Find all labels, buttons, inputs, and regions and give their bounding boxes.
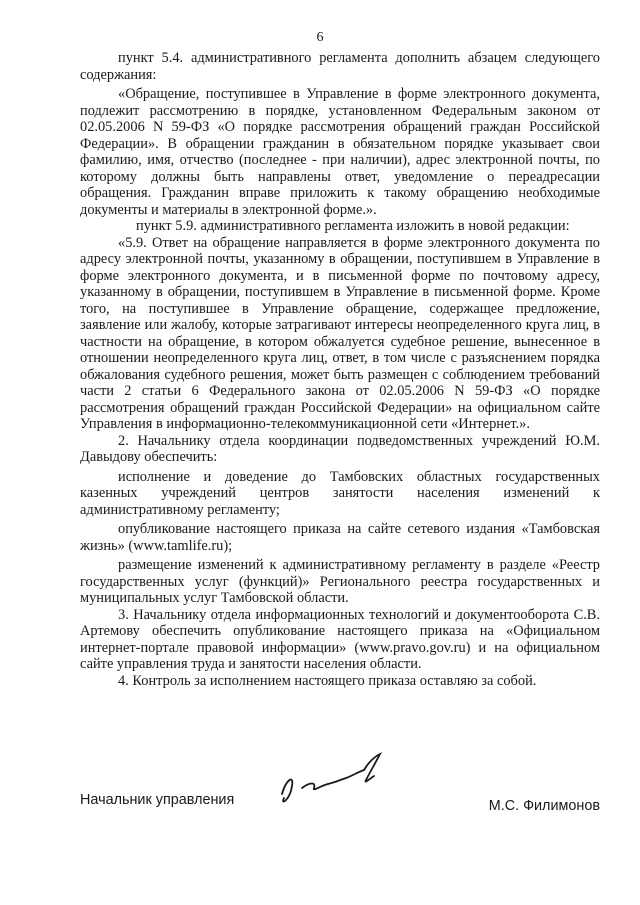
paragraph-clause-5-9-text: «5.9. Ответ на обращение направляется в форме электронного документа по адресу электронной почты, указанному в обращении, поступившем в Управление в форме электронного документа, и в письменной форме по почтовому адресу, указанному в обращении, поступившем в Управление в письменной форме. Кроме того, на поступившее в Управление обращение, содержащее предложение, заявление или жалобу, которые затрагивают интересы неопределенного круга лиц, в частности на обращение, в котором обжалуется судебное решение, вынесенное в отношении неопределенного круга лиц, ответ, в том числе с разъяснением порядка обжалования судебного решения, может быть размещен с соблюдением требований части 2 статьи 6 Федерального закона от 02.05.2006 N 59-ФЗ «О порядке рассмотрения обращений граждан Российской Федерации» на официальном сайте Управления в информационно-телекоммуникационной сети «Интернет.». (80, 234, 600, 432)
page-number: 6 (316, 30, 324, 45)
paragraph-item-2-publication: опубликование настоящего приказа на сайте сетевого издания «Тамбовская жизнь» (www.tamlife.ru); (80, 521, 600, 554)
signature-block (80, 770, 600, 830)
paragraph-item-2-implementation: исполнение и доведение до Тамбовских областных государственных казенных учреждений центров занятости населения изменений к административному регламенту; (80, 468, 600, 518)
paragraph-clause-5-9-intro: пункт 5.9. административного регламента изложить в новой редакции: (136, 218, 570, 234)
signer-name: М.С. Филимонов (488, 798, 600, 814)
paragraph-item-2: 2. Начальнику отдела координации подведомственных учреждений Ю.М. Давыдову обеспечить: (80, 432, 600, 465)
paragraph-clause-5-4-text: «Обращение, поступившее в Управление в форме электронного документа, подлежит рассмотрению в порядке, установленном Федеральным законом от 02.05.2006 N 59-ФЗ «О порядке рассмотрения обращений граждан Российской Федерации». В обращении гражданин в обязательном порядке указывает свои фамилию, имя, отчество (последнее - при наличии), адрес электронной почты, по которому должны быть направлены ответ, уведомление о переадресации обращения. Гражданин вправе приложить к такому обращению необходимые документы и материалы в электронной форме.». (80, 86, 600, 218)
paragraph-item-4: 4. Контроль за исполнением настоящего приказа оставляю за собой. (118, 672, 537, 689)
signer-title: Начальник управления (80, 792, 235, 808)
paragraph-clause-5-4-intro: пункт 5.4. административного регламента дополнить абзацем следующего содержания: (80, 50, 600, 83)
paragraph-item-3: 3. Начальнику отдела информационных технологий и документооборота С.В. Артемову обеспечить опубликование настоящего приказа на «Официальном интернет-портале правовой информации» (www.pravo.gov.ru) и на официальном сайте управления труда и занятости населения области. (80, 606, 600, 672)
handwritten-signature (270, 750, 400, 820)
paragraph-item-2-registry: размещение изменений к административному регламенту в разделе «Реестр государственных услуг (функций)» Регионального реестра государственных и муниципальных услуг Тамбовской области. (80, 557, 600, 606)
document-body (80, 50, 600, 689)
